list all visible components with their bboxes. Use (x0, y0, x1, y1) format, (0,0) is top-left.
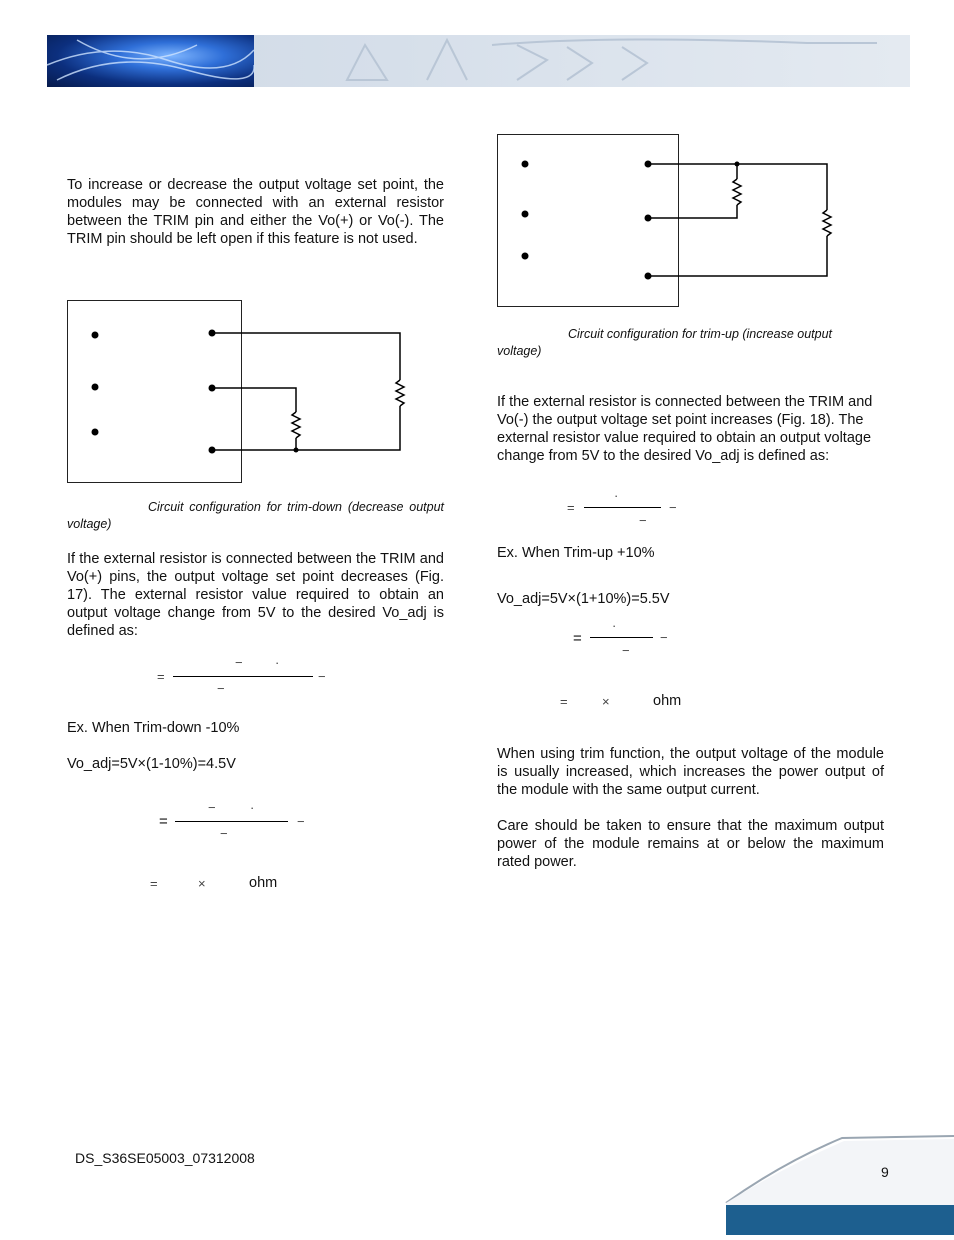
minus-sign: − (297, 814, 305, 829)
fraction-bar (175, 821, 288, 822)
trim-down-circuit (67, 300, 407, 485)
minus-sign: − (220, 826, 228, 841)
trim-note-1: When using trim function, the output voltage of the module is usually increased, which increases the power output of the module with the same output current. (497, 746, 884, 798)
pin-dot (92, 332, 99, 339)
trim-up-formula (563, 490, 693, 530)
times-sign: × (198, 876, 206, 891)
equals-sign: = (573, 630, 582, 647)
footer-swoosh (722, 1133, 954, 1235)
minus-sign: − (235, 655, 243, 670)
equals-sign: = (159, 813, 168, 830)
equals-sign: = (567, 500, 575, 515)
decimal-dot: · (612, 618, 617, 633)
equals-sign: = (560, 694, 568, 709)
decimal-dot: · (250, 800, 255, 815)
footer-bar (726, 1205, 954, 1235)
minus-sign: − (217, 681, 225, 696)
times-sign: × (602, 694, 610, 709)
header-light-streaks (47, 35, 254, 87)
minus-sign: − (639, 513, 647, 528)
page-number: 9 (881, 1164, 889, 1180)
trim-up-result (558, 692, 698, 712)
trim-up-vo-adj: Vo_adj=5V×(1+10%)=5.5V (497, 591, 670, 607)
trim-down-result (148, 874, 308, 894)
decimal-dot: · (275, 655, 280, 670)
trim-down-vo-adj: Vo_adj=5V×(1-10%)=4.5V (67, 756, 236, 772)
pin-dot (522, 253, 529, 260)
trim-up-example-formula (570, 620, 680, 660)
trim-down-paragraph: If the external resistor is connected between the TRIM and Vo(+) pins, the output voltage set point decreases (Fig. 17). The external resistor value required to obtain an output voltage change from 5V to the desired Vo_adj is defined as: (67, 551, 444, 639)
pin-dot (522, 211, 529, 218)
trim-up-paragraph: If the external resistor is connected between the TRIM and Vo(-) the output voltage set point increases (Fig. 18). The external resistor value required to obtain an output voltage change from 5V to the desired Vo_adj is defined as: (497, 394, 873, 464)
trim-note-2: Care should be taken to ensure that the maximum output power of the module remains at or below the maximum rated power. (497, 818, 884, 870)
intro-paragraph: To increase or decrease the output voltage set point, the modules may be connected with an external resistor between the TRIM pin and either the Vo(+) or Vo(-). The TRIM pin should be left open if this feature is not used. (67, 177, 444, 247)
fraction-bar (584, 507, 661, 508)
trim-down-example-formula (155, 800, 355, 845)
document-id: DS_S36SE05003_07312008 (75, 1150, 255, 1166)
module-box (498, 135, 679, 307)
minus-sign: − (208, 800, 216, 815)
pin-dot (92, 384, 99, 391)
header-photo (47, 35, 254, 87)
trim-down-formula (150, 655, 350, 700)
equals-sign: = (150, 876, 158, 891)
pin-dot (92, 429, 99, 436)
fig18-caption: Circuit configuration for trim-up (increase output voltage) (497, 327, 833, 358)
minus-sign: − (622, 643, 630, 658)
minus-sign: − (660, 630, 668, 645)
pin-dot (522, 161, 529, 168)
decimal-dot: · (614, 488, 619, 503)
module-box (68, 301, 242, 483)
fig17-diagram (67, 300, 407, 490)
trim-up-circuit (497, 134, 837, 309)
result-unit: ohm (653, 693, 682, 709)
trim-up-example-label: Ex. When Trim-up +10% (497, 545, 655, 561)
fraction-bar (590, 637, 653, 638)
minus-sign: − (669, 500, 677, 515)
trim-down-example-label: Ex. When Trim-down -10% (67, 720, 240, 736)
footer-graphic (722, 1133, 954, 1235)
fig17-caption: Circuit configuration for trim-down (decrease output voltage) (67, 500, 444, 531)
fraction-bar (173, 676, 313, 677)
minus-sign: − (318, 669, 326, 684)
equals-sign: = (157, 669, 165, 684)
fig18-diagram (497, 134, 837, 314)
result-unit: ohm (249, 875, 278, 891)
